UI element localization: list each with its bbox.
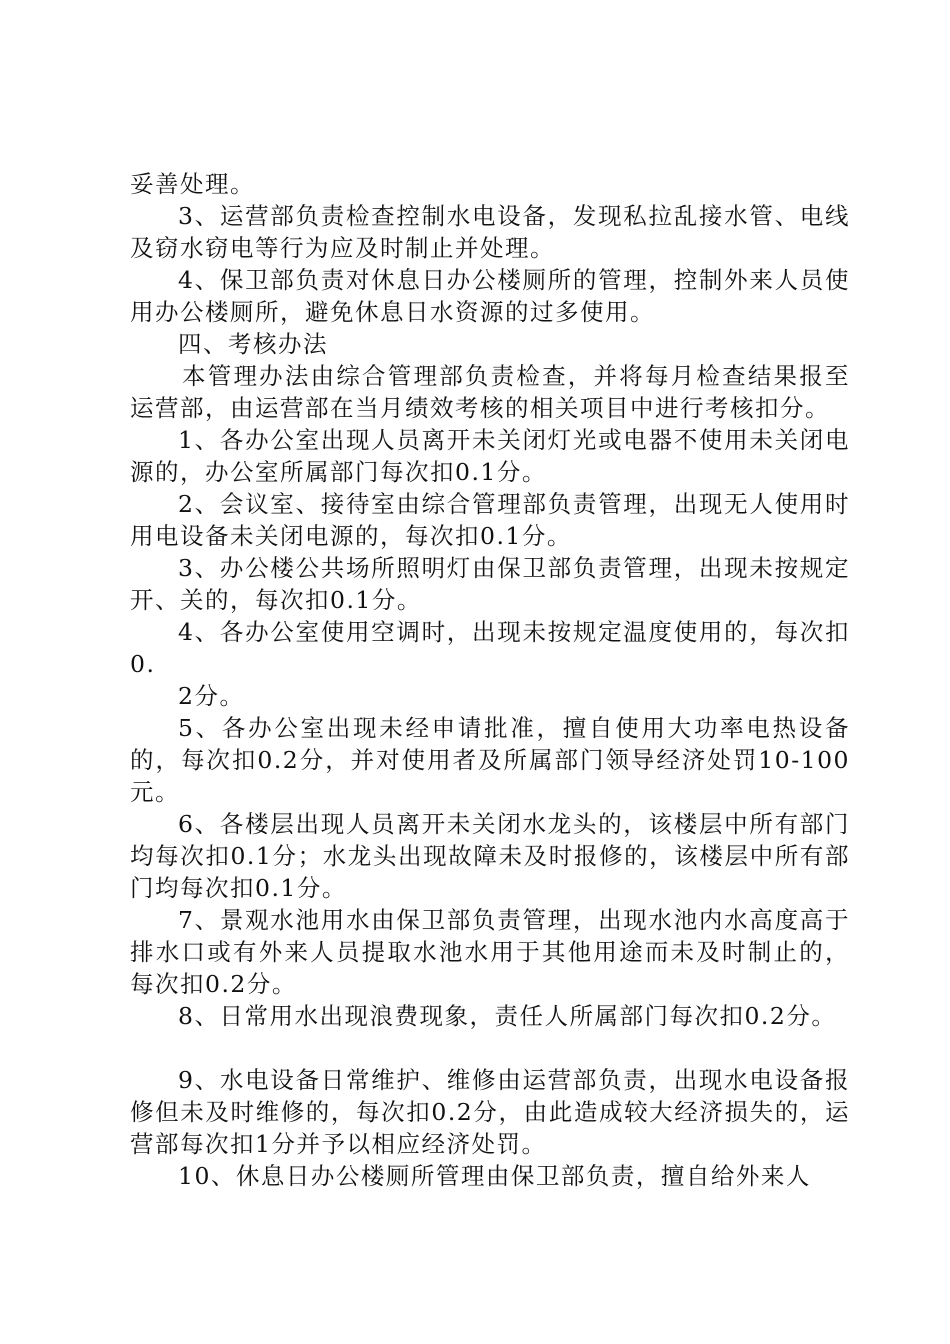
paragraph-continuation: 妥善处理。 [130,170,255,198]
paragraph-rule-6: 6、各楼层出现人员离开未关闭水龙头的，该楼层中所有部门均每次扣0.1分；水龙头出现故障未及时报修的，该楼层中所有部门均每次扣0.1分。 [130,810,850,902]
document-body [130,168,850,1192]
paragraph-item-3-operations: 3、运营部负责检查控制水电设备，发现私拉乱接水管、电线及窃水窃电等行为应及时制止并处理。 [130,202,850,262]
paragraph-rule-2: 2、会议室、接待室由综合管理部负责管理，出现无人使用时用电设备未关闭电源的，每次扣0.1分。 [130,490,850,550]
paragraph-rule-4: 4、各办公室使用空调时，出现未按规定温度使用的，每次扣0. [130,618,850,678]
paragraph-rule-1: 1、各办公室出现人员离开未关闭灯光或电器不使用未关闭电源的，办公室所属部门每次扣0.1分。 [130,426,850,486]
paragraph-rule-5: 5、各办公室出现未经申请批准，擅自使用大功率电热设备的，每次扣0.2分，并对使用者及所属部门领导经济处罚10-100元。 [130,714,850,806]
paragraph-rule-3: 3、办公楼公共场所照明灯由保卫部负责管理，出现未按规定开、关的，每次扣0.1分。 [130,554,850,614]
paragraph-rule-8: 8、日常用水出现浪费现象，责任人所属部门每次扣0.2分。 [178,1002,837,1030]
paragraph-assessment-intro: 本管理办法由综合管理部负责检查，并将每月检查结果报至运营部，由运营部在当月绩效考核的相关项目中进行考核扣分。 [130,362,850,422]
blank-line [130,1032,850,1064]
section-heading-assessment: 四、考核办法 [178,330,328,358]
paragraph-rule-10: 10、休息日办公楼厕所管理由保卫部负责，擅自给外来人 [178,1162,811,1190]
paragraph-item-4-security: 4、保卫部负责对休息日办公楼厕所的管理，控制外来人员使用办公楼厕所，避免休息日水资源的过多使用。 [130,266,850,326]
paragraph-rule-9: 9、水电设备日常维护、维修由运营部负责，出现水电设备报修但未及时维修的，每次扣0.2分，由此造成较大经济损失的，运营部每次扣1分并予以相应经济处罚。 [130,1066,850,1158]
paragraph-rule-7: 7、景观水池用水由保卫部负责管理，出现水池内水高度高于排水口或有外来人员提取水池水用于其他用途而未及时制止的，每次扣0.2分。 [130,906,850,998]
paragraph-rule-4-continuation: 2分。 [178,682,245,710]
